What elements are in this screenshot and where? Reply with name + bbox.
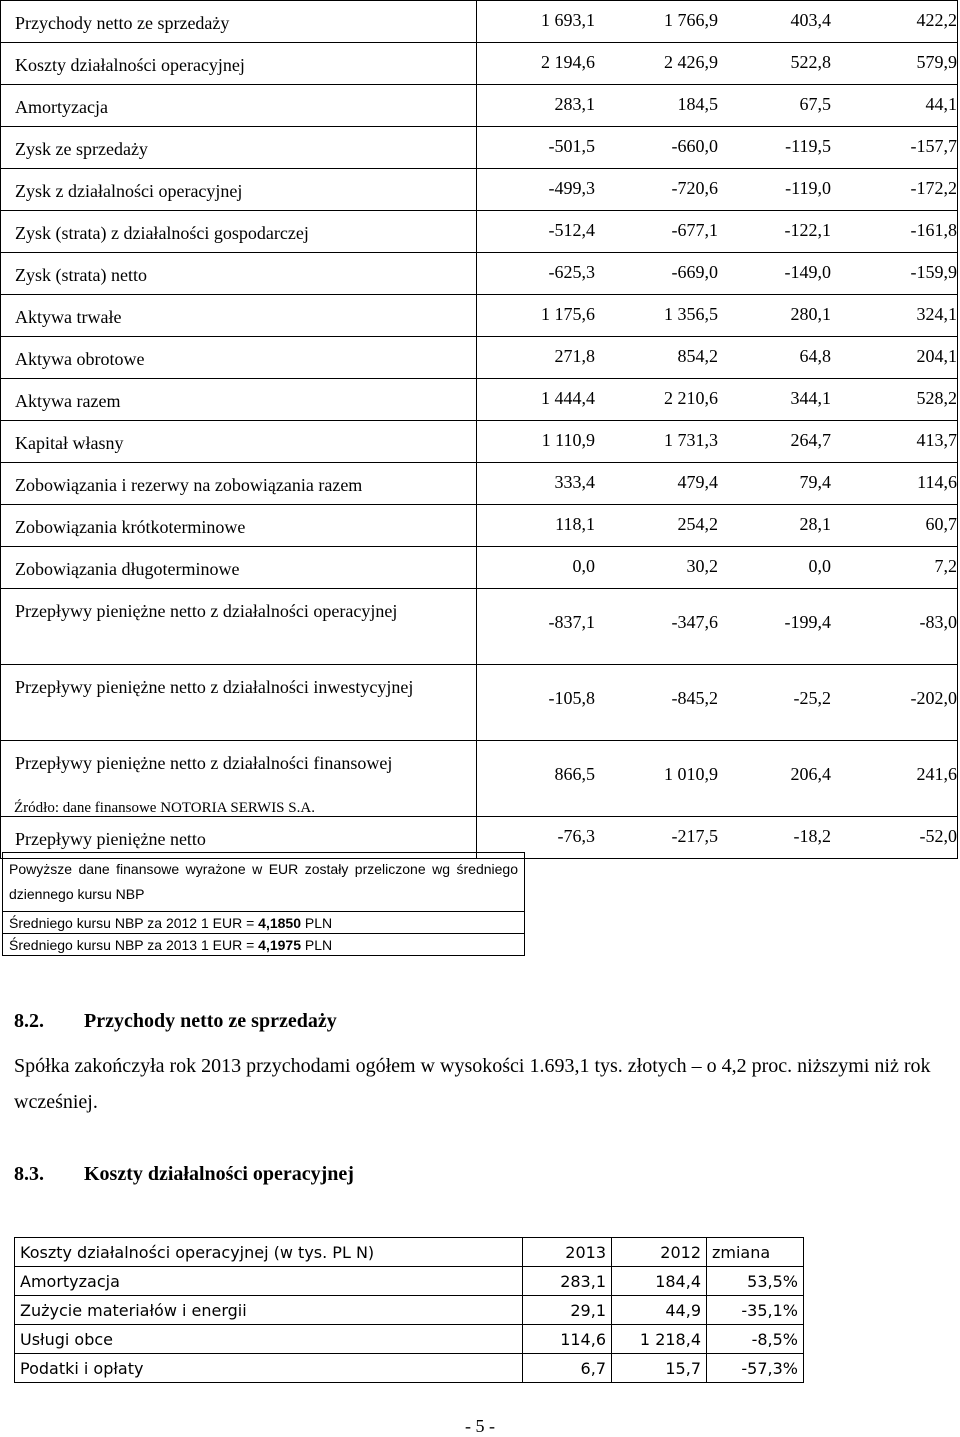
- row-label: Amortyzacja: [1, 85, 477, 127]
- cost-value-cell: 1 218,4: [612, 1325, 707, 1354]
- value-cell: -512,4: [548, 220, 595, 240]
- value-cell: 1 110,9: [541, 430, 595, 450]
- value-cell: 283,1: [554, 94, 595, 114]
- table-row: [1, 1, 958, 43]
- cost-item-label: Amortyzacja: [15, 1267, 523, 1296]
- paragraph-revenue: Spółka zakończyła rok 2013 przychodami ogółem w wysokości 1.693,1 tys. złotych – o 4,2 proc. niższymi niż rok wcześniej.: [14, 1055, 931, 1113]
- value-cell: 2 426,9: [664, 52, 718, 72]
- row-label: Zysk ze sprzedaży: [1, 127, 477, 169]
- row-values: [477, 547, 958, 589]
- column-header: Koszty działalności operacyjnej (w tys. PL N): [15, 1238, 523, 1267]
- row-values: [477, 337, 958, 379]
- section-heading-8-2: [14, 1010, 337, 1033]
- row-values: [477, 665, 958, 741]
- row-values: [477, 1, 958, 43]
- table-header-row: [15, 1238, 804, 1267]
- value-cell: -217,5: [671, 826, 718, 846]
- row-label: Zobowiązania krótkoterminowe: [1, 505, 477, 547]
- value-cell: -157,7: [910, 136, 957, 156]
- value-cell: 67,5: [799, 94, 831, 114]
- value-cell: 60,7: [925, 514, 957, 534]
- section-heading-8-3: [14, 1163, 354, 1186]
- value-cell: 280,1: [790, 304, 831, 324]
- value-cell: -837,1: [548, 612, 595, 632]
- eur-conversion-note: [2, 852, 525, 956]
- row-label: Przepływy pieniężne netto z działalności inwestycyjnej: [1, 665, 477, 741]
- row-values: [477, 741, 958, 817]
- table-row: [1, 337, 958, 379]
- row-values: [477, 211, 958, 253]
- value-cell: 30,2: [686, 556, 718, 576]
- table-row: [1, 43, 958, 85]
- rate-2012-value: 4,1850: [258, 915, 301, 931]
- row-label: Przepływy pieniężne netto z działalności operacyjnej: [1, 589, 477, 665]
- value-cell: 271,8: [554, 346, 595, 366]
- cost-value-cell: 6,7: [523, 1354, 612, 1383]
- value-cell: -161,8: [910, 220, 957, 240]
- row-label: Aktywa obrotowe: [1, 337, 477, 379]
- value-cell: -25,2: [793, 688, 831, 708]
- value-cell: -119,0: [785, 178, 831, 198]
- value-cell: 184,5: [677, 94, 718, 114]
- value-cell: -202,0: [910, 688, 957, 708]
- cost-value-cell: 29,1: [523, 1296, 612, 1325]
- cost-value-cell: -35,1%: [707, 1296, 804, 1325]
- value-cell: 866,5: [554, 764, 595, 784]
- value-cell: -105,8: [548, 688, 595, 708]
- table-row: [1, 169, 958, 211]
- section-title: Koszty działalności operacyjnej: [84, 1163, 354, 1185]
- value-cell: 324,1: [916, 304, 957, 324]
- table-row: [1, 253, 958, 295]
- value-cell: 7,2: [934, 556, 957, 576]
- table-row: [15, 1354, 804, 1383]
- value-cell: 264,7: [790, 430, 831, 450]
- rate-2013-value: 4,1975: [258, 937, 301, 953]
- cost-value-cell: -8,5%: [707, 1325, 804, 1354]
- value-cell: -18,2: [793, 826, 831, 846]
- cost-value-cell: 184,4: [612, 1267, 707, 1296]
- table-row: [1, 421, 958, 463]
- value-cell: -660,0: [671, 136, 718, 156]
- value-cell: 528,2: [916, 388, 957, 408]
- table-row: [1, 547, 958, 589]
- value-cell: 206,4: [790, 764, 831, 784]
- value-cell: 44,1: [925, 94, 957, 114]
- row-values: [477, 169, 958, 211]
- value-cell: 2 210,6: [664, 388, 718, 408]
- value-cell: -119,5: [785, 136, 831, 156]
- value-cell: 118,1: [555, 514, 595, 534]
- value-cell: -52,0: [919, 826, 957, 846]
- value-cell: -76,3: [557, 826, 595, 846]
- row-values: [477, 253, 958, 295]
- section-title: Przychody netto ze sprzedaży: [84, 1010, 337, 1032]
- cost-value-cell: 15,7: [612, 1354, 707, 1383]
- value-cell: 0,0: [808, 556, 831, 576]
- value-cell: -845,2: [671, 688, 718, 708]
- row-values: [477, 463, 958, 505]
- cost-item-label: Podatki i opłaty: [15, 1354, 523, 1383]
- row-values: [477, 127, 958, 169]
- row-label: Zysk (strata) z działalności gospodarczej: [1, 211, 477, 253]
- table-row: [1, 665, 958, 741]
- value-cell: 422,2: [916, 10, 957, 30]
- table-row: [15, 1267, 804, 1296]
- value-cell: 64,8: [799, 346, 831, 366]
- row-values: [477, 421, 958, 463]
- value-cell: 79,4: [799, 472, 831, 492]
- operating-costs-table: [14, 1237, 804, 1383]
- cost-value-cell: 114,6: [523, 1325, 612, 1354]
- page-number: - 5 -: [465, 1416, 495, 1436]
- value-cell: 114,6: [917, 472, 957, 492]
- row-values: [477, 85, 958, 127]
- rate-2013-suffix: PLN: [301, 937, 333, 953]
- value-cell: 479,4: [677, 472, 718, 492]
- value-cell: 1 444,4: [541, 388, 595, 408]
- table-row: [1, 211, 958, 253]
- row-values: [477, 589, 958, 665]
- row-label: Aktywa trwałe: [1, 295, 477, 337]
- value-cell: 1 010,9: [664, 764, 718, 784]
- row-label: Zysk (strata) netto: [1, 253, 477, 295]
- value-cell: 28,1: [799, 514, 831, 534]
- value-cell: -499,3: [548, 178, 595, 198]
- rate-2012-prefix: Średniego kursu NBP za 2012 1 EUR =: [9, 915, 259, 931]
- value-cell: -501,5: [548, 136, 595, 156]
- column-header: zmiana: [707, 1238, 804, 1267]
- value-cell: 1 766,9: [664, 10, 718, 30]
- value-cell: 2 194,6: [541, 52, 595, 72]
- column-header: 2012: [612, 1238, 707, 1267]
- value-cell: 1 731,3: [664, 430, 718, 450]
- value-cell: 522,8: [790, 52, 831, 72]
- value-cell: 854,2: [677, 346, 718, 366]
- cost-value-cell: 44,9: [612, 1296, 707, 1325]
- value-cell: -625,3: [548, 262, 595, 282]
- eur-rate-2013: [3, 933, 524, 955]
- value-cell: -149,0: [784, 262, 831, 282]
- row-values: [477, 817, 958, 859]
- value-cell: 579,9: [916, 52, 957, 72]
- table-row: [1, 295, 958, 337]
- value-cell: 0,0: [572, 556, 595, 576]
- value-cell: 344,1: [790, 388, 831, 408]
- value-cell: -677,1: [671, 220, 718, 240]
- table-row: [1, 85, 958, 127]
- cost-value-cell: 53,5%: [707, 1267, 804, 1296]
- row-label: Zobowiązania długoterminowe: [1, 547, 477, 589]
- table-row: [1, 127, 958, 169]
- row-label: Zysk z działalności operacyjnej: [1, 169, 477, 211]
- value-cell: 413,7: [916, 430, 957, 450]
- value-cell: -199,4: [784, 612, 831, 632]
- value-cell: -720,6: [671, 178, 718, 198]
- table-row: [1, 505, 958, 547]
- row-label: Koszty działalności operacyjnej: [1, 43, 477, 85]
- value-cell: 403,4: [790, 10, 831, 30]
- value-cell: 254,2: [677, 514, 718, 534]
- value-cell: 241,6: [916, 764, 957, 784]
- row-label: Przepływy pieniężne netto z działalności finansowej: [1, 741, 477, 817]
- value-cell: 1 356,5: [664, 304, 718, 324]
- row-values: [477, 379, 958, 421]
- table-row: [1, 589, 958, 665]
- value-cell: 333,4: [554, 472, 595, 492]
- table-row: [15, 1325, 804, 1354]
- section-number: 8.2.: [14, 1010, 44, 1032]
- eur-rate-2012: [3, 911, 524, 933]
- row-values: [477, 43, 958, 85]
- row-label: Kapitał własny: [1, 421, 477, 463]
- cost-item-label: Zużycie materiałów i energii: [15, 1296, 523, 1325]
- eur-intro: Powyższe dane finansowe wyrażone w EUR zostały przeliczone wg średniego dziennego kursu NBP: [9, 861, 518, 902]
- row-label: Zobowiązania i rezerwy na zobowiązania razem: [1, 463, 477, 505]
- value-cell: 1 175,6: [541, 304, 595, 324]
- value-cell: 1 693,1: [541, 10, 595, 30]
- table-row: [15, 1296, 804, 1325]
- column-header: 2013: [523, 1238, 612, 1267]
- value-cell: -83,0: [919, 612, 957, 632]
- rate-2012-suffix: PLN: [301, 915, 333, 931]
- section-number: 8.3.: [14, 1163, 44, 1185]
- cost-item-label: Usługi obce: [15, 1325, 523, 1354]
- value-cell: -347,6: [671, 612, 718, 632]
- cost-value-cell: 283,1: [523, 1267, 612, 1296]
- value-cell: -159,9: [910, 262, 957, 282]
- table-row: [1, 463, 958, 505]
- value-cell: -669,0: [671, 262, 718, 282]
- row-values: [477, 505, 958, 547]
- rate-2013-prefix: Średniego kursu NBP za 2013 1 EUR =: [9, 937, 259, 953]
- row-label: Aktywa razem: [1, 379, 477, 421]
- row-label: Przychody netto ze sprzedaży: [1, 1, 477, 43]
- row-values: [477, 295, 958, 337]
- value-cell: -172,2: [910, 178, 957, 198]
- cost-value-cell: -57,3%: [707, 1354, 804, 1383]
- source-note: Źródło: dane finansowe NOTORIA SERWIS S.A.: [14, 800, 315, 816]
- row-label: Przepływy pieniężne netto: [1, 817, 477, 859]
- table-row: [1, 379, 958, 421]
- value-cell: -122,1: [784, 220, 831, 240]
- value-cell: 204,1: [916, 346, 957, 366]
